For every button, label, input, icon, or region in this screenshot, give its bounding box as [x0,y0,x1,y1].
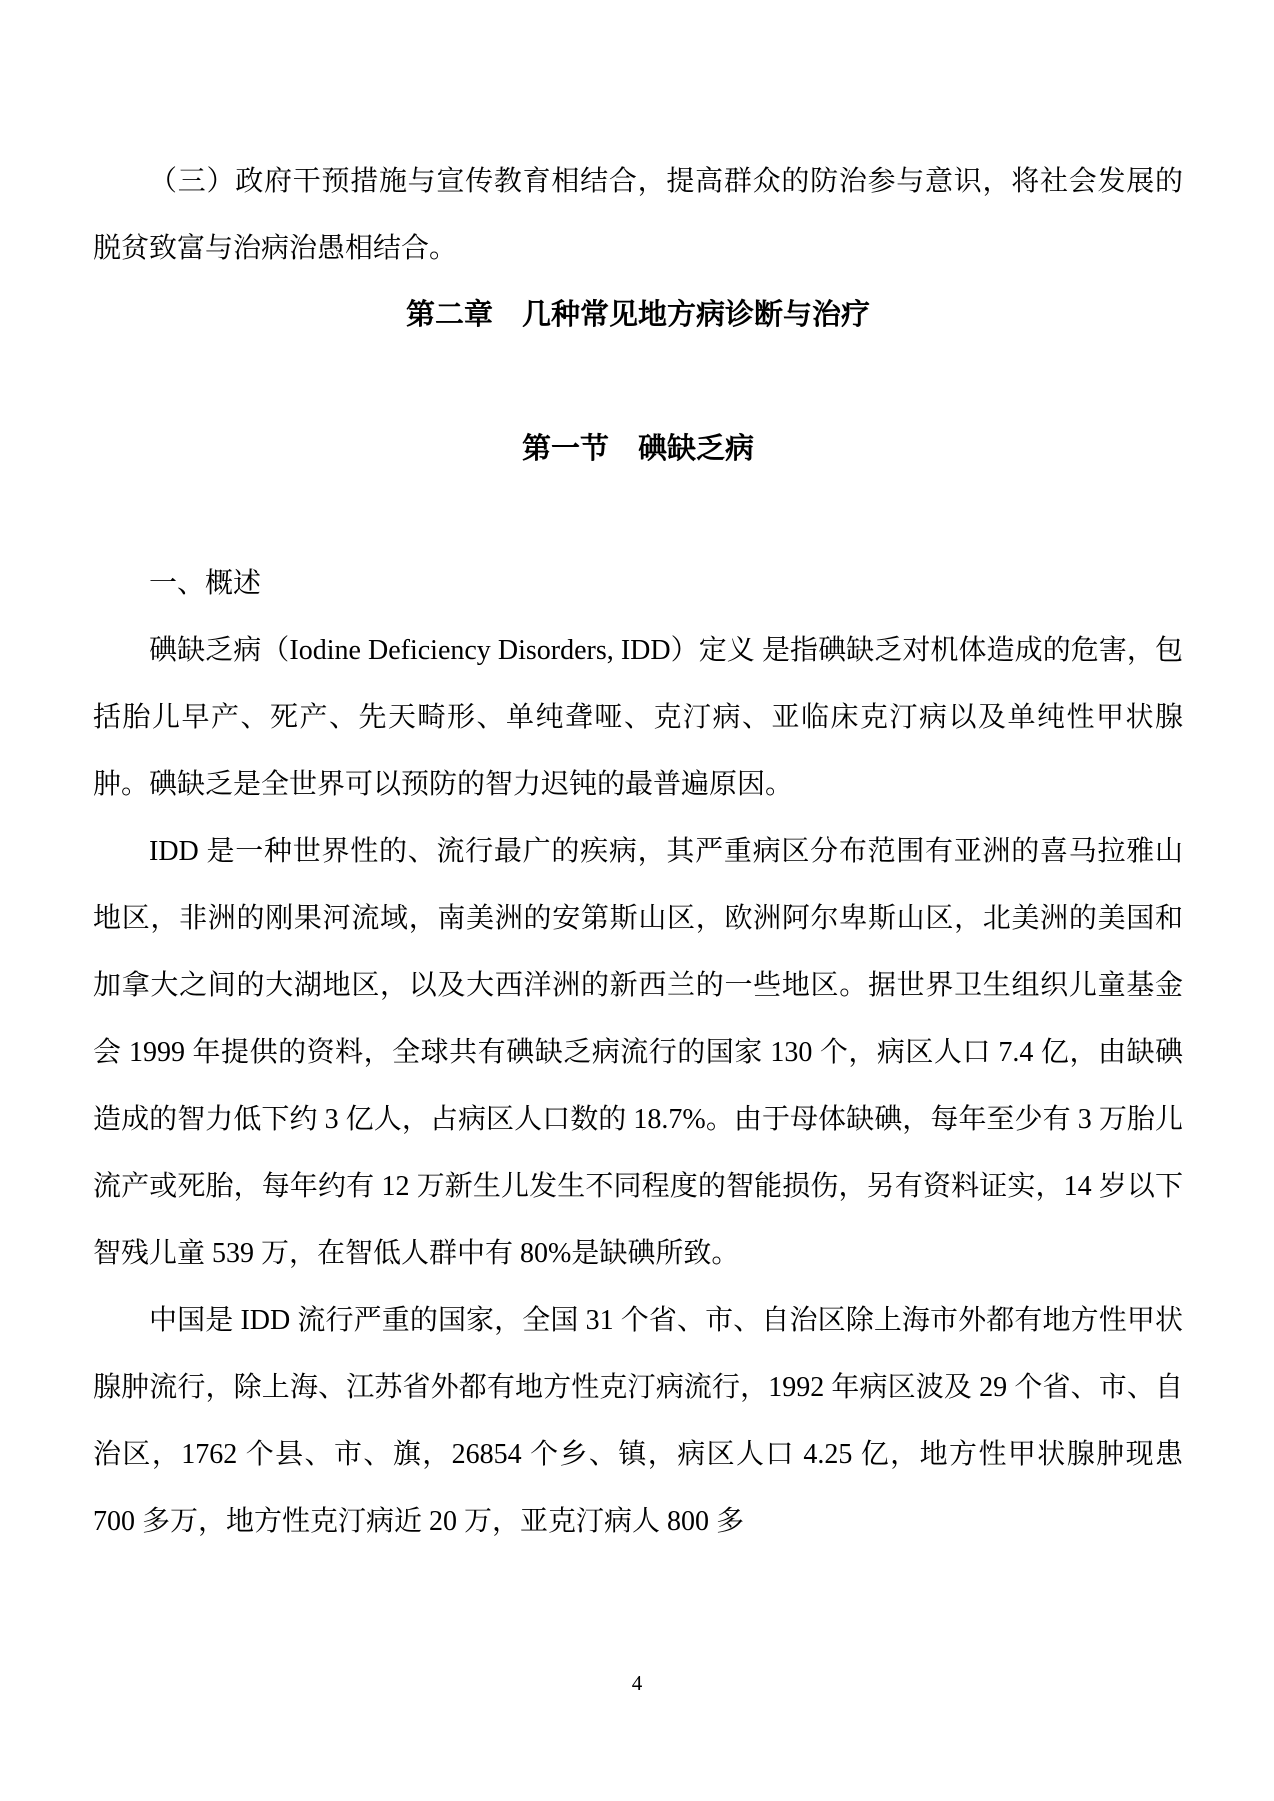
subsection-heading: 一、概述 [149,568,262,599]
section-heading: 第一节 碘缺乏病 [521,433,754,465]
page-number: 4 [631,1671,643,1695]
paragraph-idd-definition: 碘缺乏病（Iodine Deficiency Disorders, IDD）定义 是指碘缺乏对机体造成的危害，包括胎儿早产、死产、先天畸形、单纯聋哑、克汀病、亚临床克汀病以及单纯性甲状腺肿。碘缺乏是全世界可以预防的智力迟钝的最普遍原因。 [93,635,1183,800]
page-content [93,148,1183,1555]
paragraph-idd-worldwide: IDD 是一种世界性的、流行最广的疾病，其严重病区分布范围有亚洲的喜马拉雅山地区，非洲的刚果河流域，南美洲的安第斯山区，欧洲阿尔卑斯山区，北美洲的美国和加拿大之间的大湖地区，以及大西洋洲的新西兰的一些地区。据世界卫生组织儿童基金会 1999 年提供的资料，全球共有碘缺乏病流行的国家 130 个，病区人口 7.4 亿，由缺碘造成的智力低下约 3 亿人，占病区人口数的 18.7%。由于母体缺碘，每年至少有 3 万胎儿流产或死胎，每年约有 12 万新生儿发生不同程度的智能损伤，另有资料证实，14 岁以下智残儿童 539 万，在智低人群中有 80%是缺碘所致。 [93,836,1183,1269]
paragraph-idd-china: 中国是 IDD 流行严重的国家，全国 31 个省、市、自治区除上海市外都有地方性甲状腺肿流行，除上海、江苏省外都有地方性克汀病流行，1992 年病区波及 29 个省、市、自治区，1762 个县、市、旗，26854 个乡、镇，病区人口 4.25 亿，地方性甲状腺肿现患 700 多万，地方性克汀病近 20 万，亚克汀病人 800 多 [93,1305,1183,1537]
chapter-heading: 第二章 几种常见地方病诊断与治疗 [405,299,870,331]
intro-paragraph: （三）政府干预措施与宣传教育相结合，提高群众的防治参与意识，将社会发展的脱贫致富与治病治愚相结合。 [93,166,1183,264]
